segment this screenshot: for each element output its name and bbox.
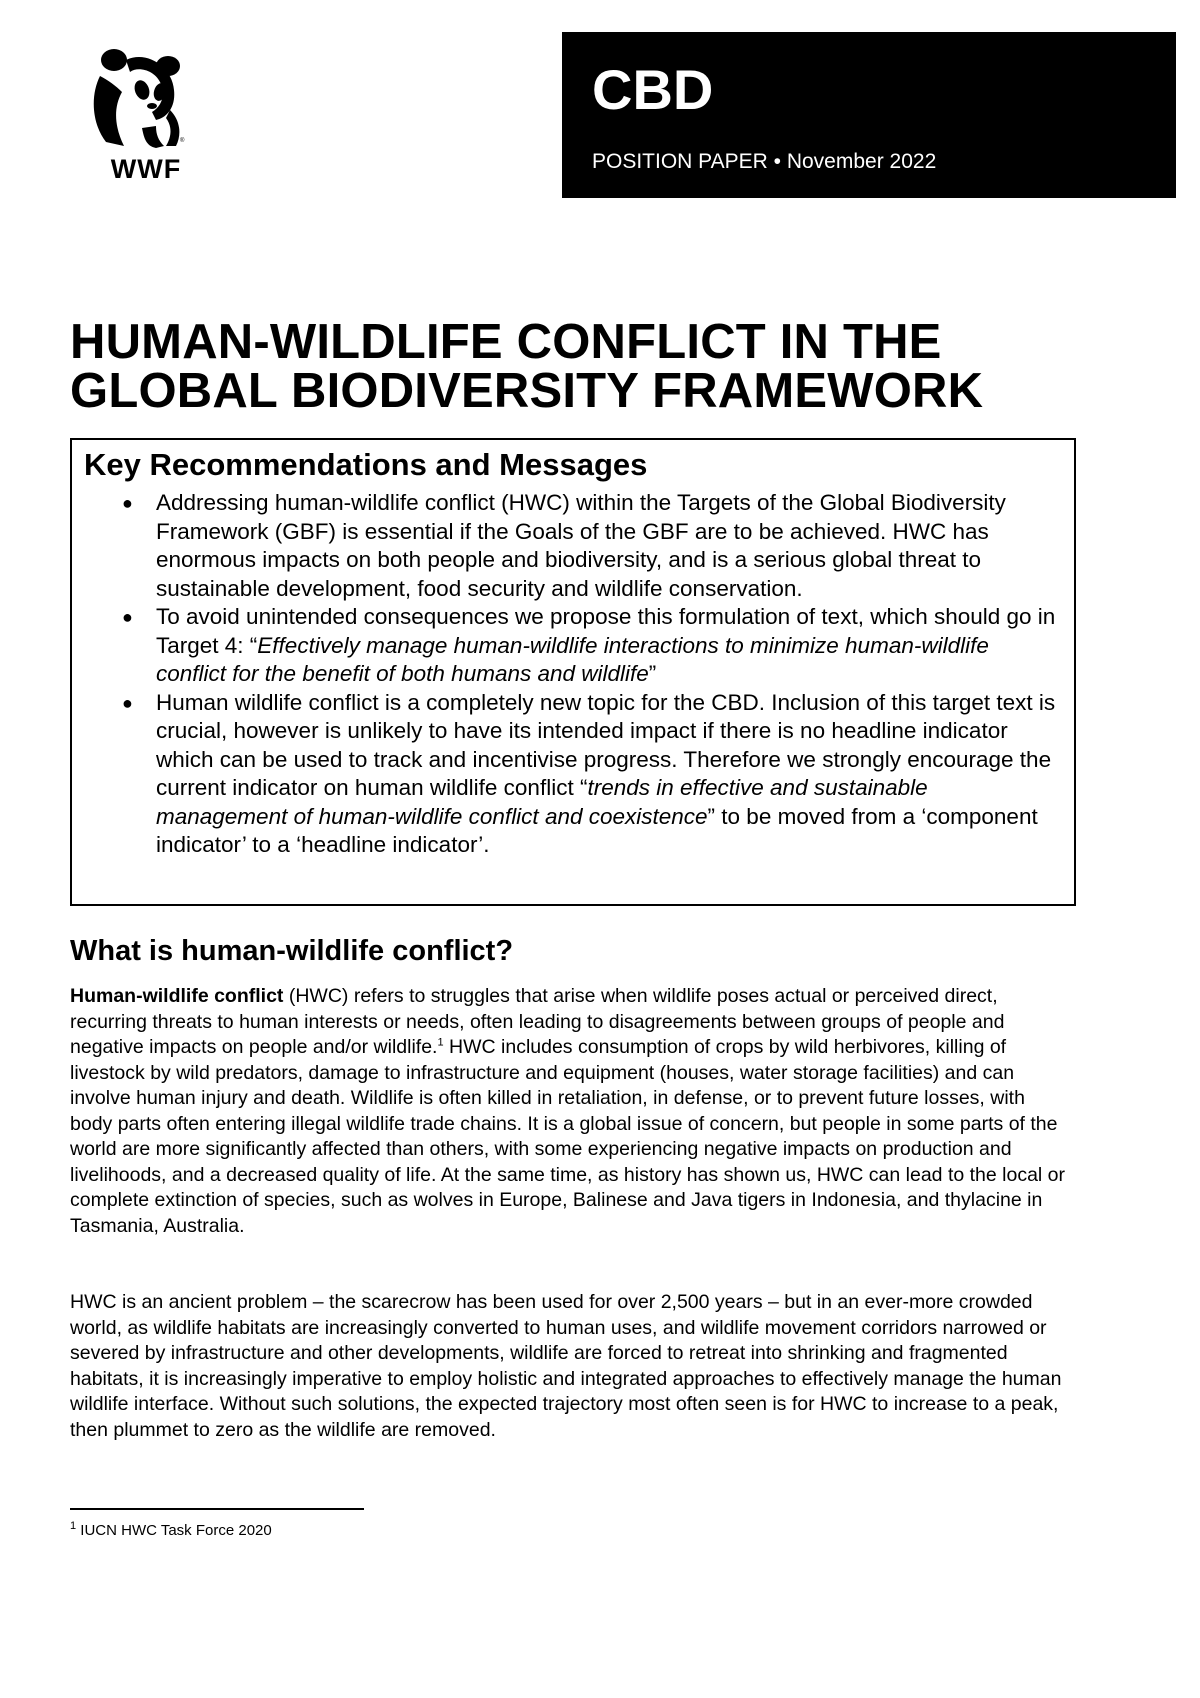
banner-subtitle: POSITION PAPER • November 2022	[592, 150, 937, 173]
paragraph-1	[70, 984, 1070, 1239]
banner-title: CBD	[592, 58, 714, 121]
list-item-text: To avoid unintended consequences we propose this formulation of text, which should go in Target 4: “	[156, 604, 1056, 658]
recommendations-heading: Key Recommendations and Messages	[84, 447, 648, 482]
indicator-quote: trends in effective and sustainable management of human-wildlife conflict and coexistence	[156, 775, 928, 829]
paragraph-1-text-a: (HWC) refers to struggles that arise when wildlife poses actual or perceived direct, recurring threats to human interests or needs, often leading to disagreements between groups of people and negative impacts on people and/or wildlife.	[70, 985, 1005, 1058]
paragraph-1-text-b: HWC includes consumption of crops by wild herbivores, killing of livestock by wild predators, damage to infrastructure and equipment (houses, water storage facilities) and can involve human injury and death. Wildlife is often killed in retaliation, in defense, or to prevent future losses, with body parts often entering illegal wildlife trade chains. It is a global issue of concern, but people in some parts of the world are more significantly affected than others, with some experiencing negative impacts on production and livelihoods, and a decreased quality of life. At the same time, as history has shown us, HWC can lead to the local or complete extinction of species, such as wolves in Europe, Balinese and Java tigers in Indonesia, and thylacine in Tasmania, Australia.	[70, 1036, 1066, 1237]
target-quote: Effectively manage human-wildlife interactions to minimize human-wildlife conflict for the benefit of both humans and wildlife	[156, 632, 989, 687]
recommendations-list	[84, 489, 1064, 860]
logo-text: WWF	[110, 154, 182, 184]
bullet-icon: ●	[122, 493, 133, 514]
list-item-text: Addressing human-wildlife conflict (HWC) within the Targets of the Global Biodiversity Framework (GBF) is essential if the Goals of the GBF are to be achieved. HWC has enormous impacts on both people and biodiversity, and is a serious global threat to sustainable development, food security and wildlife conservation.	[156, 490, 1006, 601]
list-item	[84, 603, 1064, 689]
list-item	[84, 689, 1064, 860]
footnote-ref[interactable]: 1	[437, 1036, 444, 1049]
header-banner	[562, 32, 1176, 198]
wwf-logo	[86, 46, 196, 196]
bullet-icon: ●	[122, 692, 133, 713]
list-item-text-end: ”	[648, 661, 657, 687]
list-item-text: Human wildlife conflict is a completely new topic for the CBD. Inclusion of this target text is crucial, however is unlikely to have its intended impact if there is no headline indicator which can be used to track and incentivise progress. Therefore we strongly encourage the current indicator on human wildlife conflict “	[156, 689, 1056, 801]
paragraph-2: HWC is an ancient problem – the scarecrow has been used for over 2,500 years – but in an ever-more crowded world, as wildlife habitats are increasingly converted to human uses, and wildlife movement corridors narrowed or severed by infrastructure and other developments, wildlife are forced to retreat into shrinking and fragmented habitats, it is increasingly imperative to employ holistic and integrated approaches to effectively manage the human wildlife interface. Without such solutions, the expected trajectory most often seen is for HWC to increase to a peak, then plummet to zero as the wildlife are removed.	[70, 1291, 1062, 1441]
bullet-icon: ●	[122, 607, 133, 628]
key-recommendations-box	[70, 438, 1076, 906]
section-heading: What is human-wildlife conflict?	[70, 935, 514, 967]
svg-text:®: ®	[108, 134, 113, 140]
footnote-divider	[70, 1508, 364, 1510]
term-bold: Human-wildlife conflict	[70, 985, 284, 1007]
footnote	[70, 1522, 272, 1539]
footnote-text: IUCN HWC Task Force 2020	[76, 1522, 272, 1539]
footnote-number: 1	[70, 1520, 77, 1532]
list-item-text-end: ” to be moved from a ‘component indicator’ to a ‘headline indicator’.	[156, 803, 1038, 858]
list-item	[84, 489, 1064, 603]
svg-text:®: ®	[180, 138, 185, 144]
document-title: HUMAN-WILDLIFE CONFLICT IN THE GLOBAL BIODIVERSITY FRAMEWORK	[70, 315, 984, 418]
panda-icon	[86, 46, 196, 156]
